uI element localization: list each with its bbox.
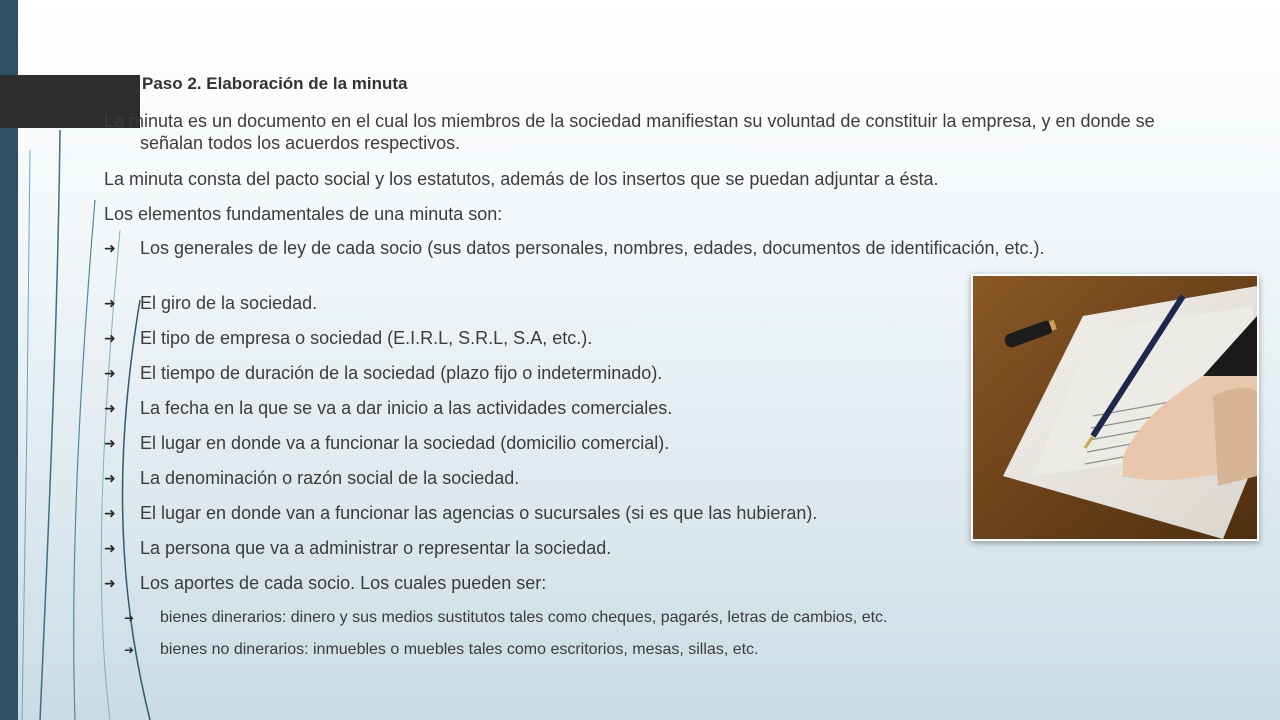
list-item bbox=[104, 502, 964, 524]
arrow-right-icon: ➜ bbox=[104, 540, 116, 556]
arrow-right-icon: ➜ bbox=[104, 365, 116, 381]
arrow-right-icon: ➜ bbox=[104, 575, 116, 591]
photo-illustration bbox=[973, 276, 1257, 539]
list-item-text: La fecha en la que se va a dar inicio a las actividades comerciales. bbox=[140, 398, 673, 418]
paragraph-pacto: La minuta consta del pacto social y los estatutos, además de los insertos que se puedan adjuntar a ésta. bbox=[104, 169, 939, 189]
arrow-right-icon: ➜ bbox=[124, 611, 135, 625]
list-item bbox=[104, 572, 954, 594]
list-item-text: La denominación o razón social de la sociedad. bbox=[140, 468, 520, 488]
signing-document-photo bbox=[971, 274, 1259, 541]
arrow-right-icon: ➜ bbox=[104, 295, 116, 311]
intro-paragraph bbox=[104, 110, 1164, 154]
arrow-right-icon: ➜ bbox=[104, 330, 116, 346]
list-item bbox=[104, 237, 1204, 259]
list-item bbox=[104, 292, 954, 314]
arrow-right-icon: ➜ bbox=[104, 400, 116, 416]
list-item-text: Los generales de ley de cada socio (sus datos personales, nombres, edades, documentos de identificación, etc.). bbox=[140, 238, 1045, 258]
list-item bbox=[104, 327, 954, 349]
sub-list-item-text: bienes dinerarios: dinero y sus medios sustitutos tales como cheques, pagarés, letras de cambios, etc. bbox=[160, 609, 888, 626]
sub-list-item bbox=[124, 608, 1204, 628]
slide-title: Paso 2. Elaboración de la minuta bbox=[142, 74, 408, 93]
list-item bbox=[104, 362, 954, 384]
list-item-text: El lugar en donde van a funcionar las agencias o sucursales (si es que las hubieran). bbox=[140, 503, 818, 523]
list-item-text: El giro de la sociedad. bbox=[140, 293, 318, 313]
arrow-right-icon: ➜ bbox=[104, 240, 116, 256]
sub-list-item-text: bienes no dinerarios: inmuebles o muebles tales como escritorios, mesas, sillas, etc. bbox=[160, 641, 759, 658]
list-item-text: El tipo de empresa o sociedad (E.I.R.L, S.R.L, S.A, etc.). bbox=[140, 328, 593, 348]
list-item bbox=[104, 432, 954, 454]
list-item-text: Los aportes de cada socio. Los cuales pueden ser: bbox=[140, 573, 547, 593]
list-item-text: La persona que va a administrar o representar la sociedad. bbox=[140, 538, 612, 558]
list-item bbox=[104, 397, 954, 419]
paragraph-elementos: Los elementos fundamentales de una minuta son: bbox=[104, 204, 503, 224]
list-item bbox=[104, 537, 954, 559]
intro-text: La minuta es un documento en el cual los miembros de la sociedad manifiestan su voluntad de constituir la empresa, y en donde se señalan todos los acuerdos respectivos. bbox=[104, 111, 1155, 153]
sub-list-item bbox=[124, 640, 1204, 660]
arrow-right-icon: ➜ bbox=[104, 470, 116, 486]
arrow-right-icon: ➜ bbox=[124, 643, 135, 657]
arrow-right-icon: ➜ bbox=[104, 435, 116, 451]
list-item-text: El lugar en donde va a funcionar la sociedad (domicilio comercial). bbox=[140, 433, 670, 453]
list-item-text: El tiempo de duración de la sociedad (plazo fijo o indeterminado). bbox=[140, 363, 663, 383]
arrow-right-icon: ➜ bbox=[104, 505, 116, 521]
list-item bbox=[104, 467, 954, 489]
